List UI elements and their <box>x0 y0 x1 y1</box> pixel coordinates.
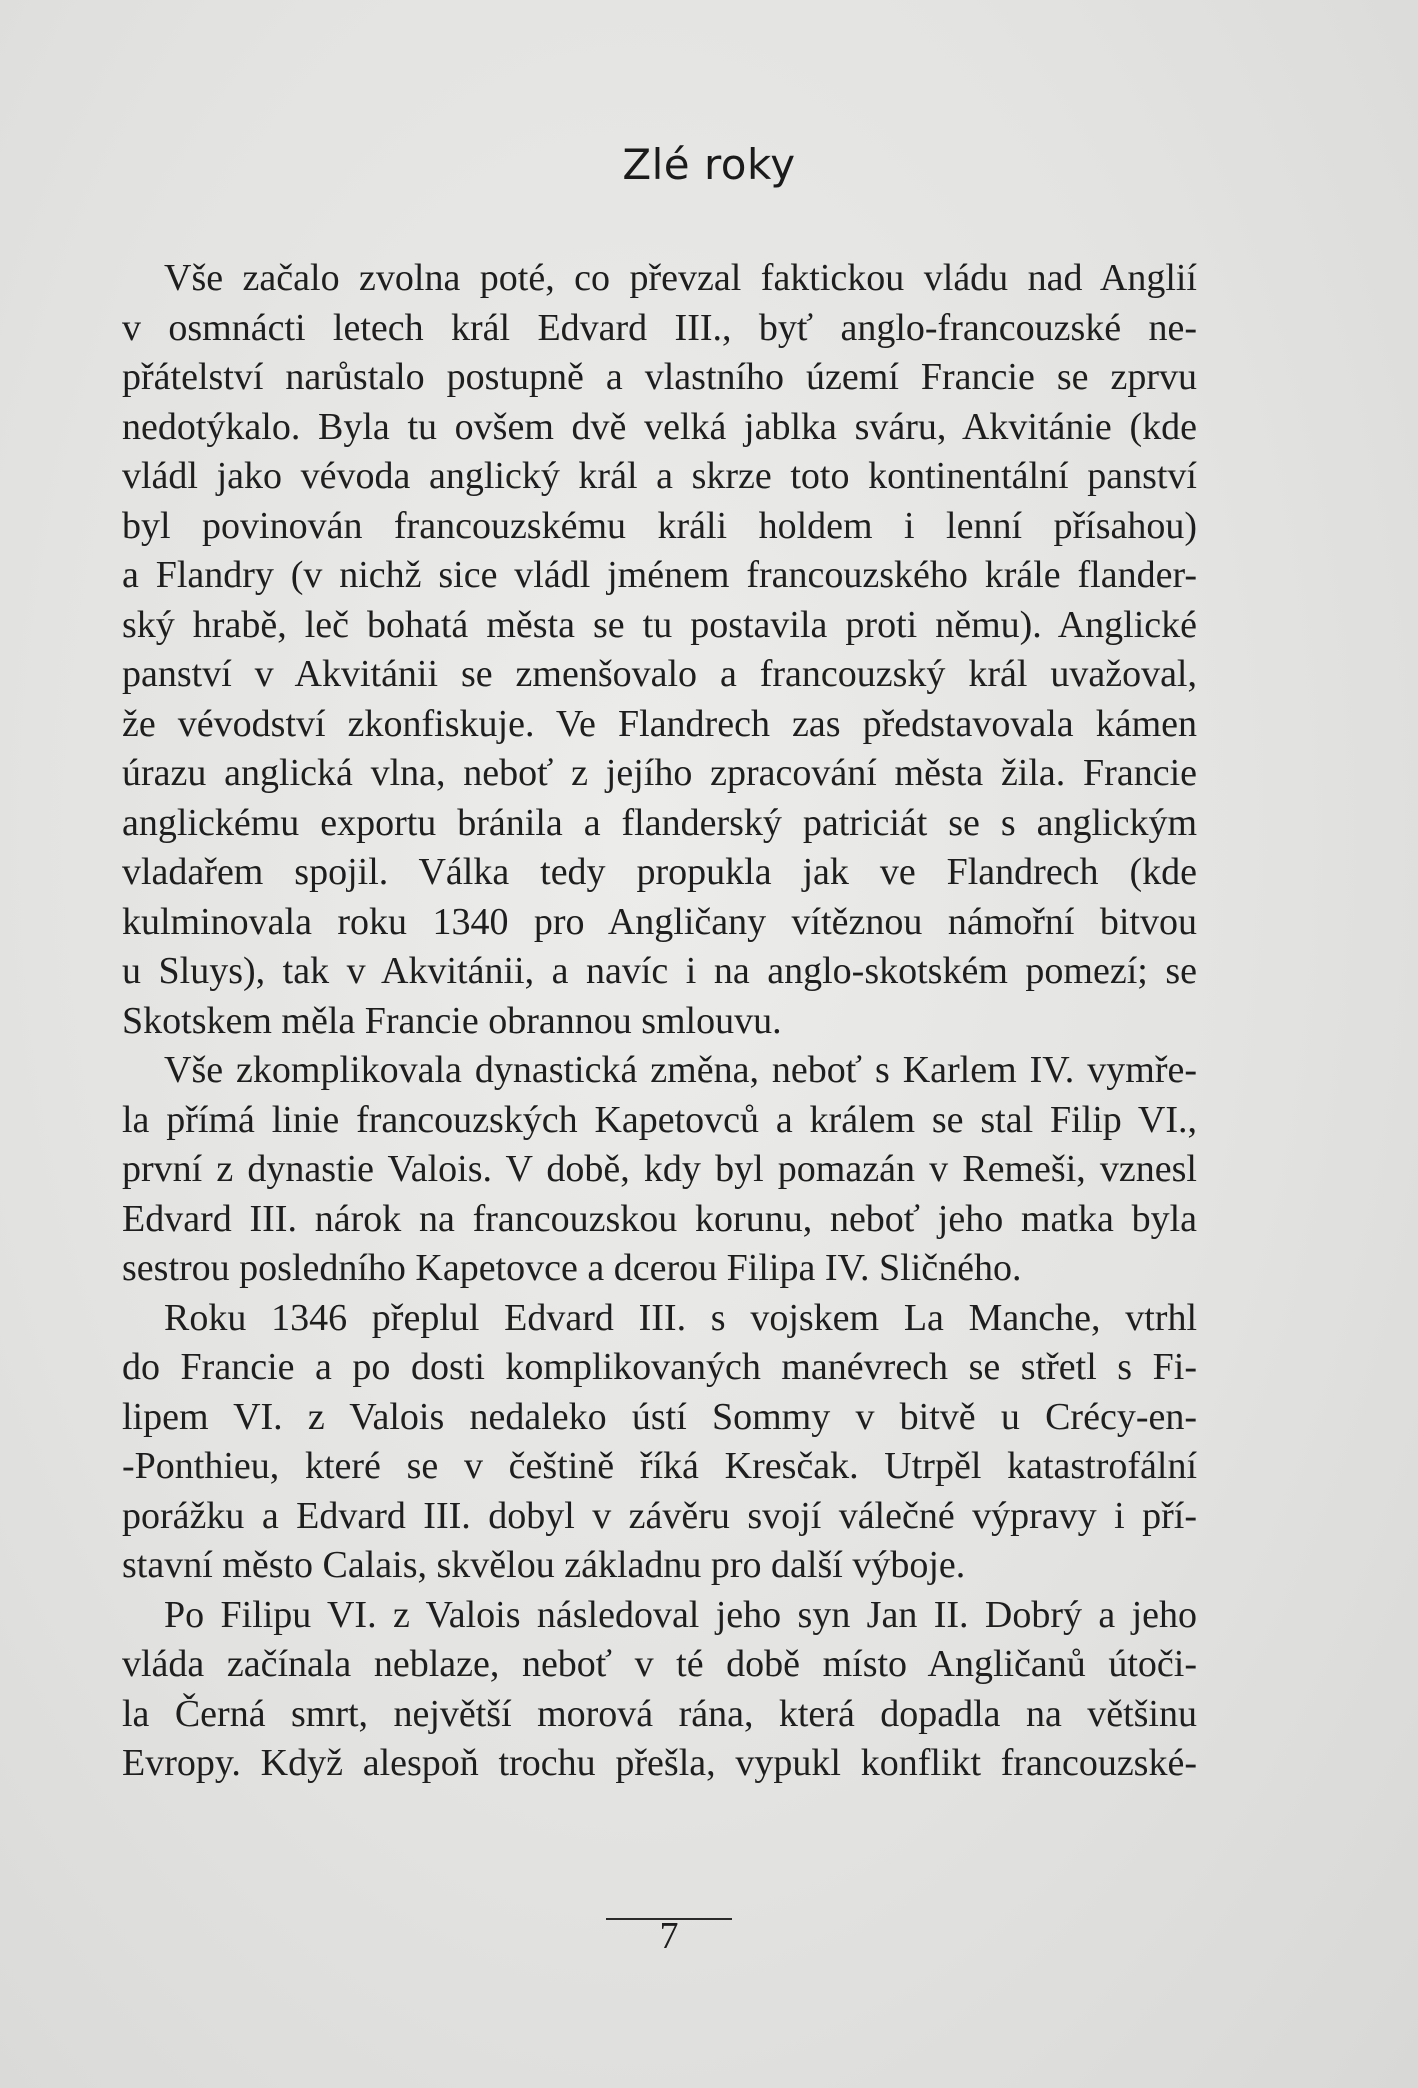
paragraph <box>122 254 1197 1046</box>
text-line: la přímá linie francouzských Kapetovců a králem se stal Filip VI., <box>122 1098 1197 1141</box>
text-line: porážku a Edvard III. dobyl v závěru svojí válečné výpravy i pří- <box>122 1494 1197 1537</box>
text-line: lipem VI. z Valois nedaleko ústí Sommy v bitvě u Crécy-en- <box>122 1395 1197 1438</box>
text-line: u Sluys), tak v Akvitánii, a navíc i na anglo-skotském pomezí; se <box>122 950 1197 992</box>
chapter-heading: Zlé roky <box>622 140 796 189</box>
text-line: anglickému exportu bránila a flanderský patriciát se s anglickým <box>122 801 1197 844</box>
text-line: vládl jako vévoda anglický král a skrze toto kontinentální panství <box>122 455 1197 497</box>
text-line: Evropy. Když alespoň trochu přešla, vypukl konflikt francouzské- <box>122 1742 1197 1784</box>
text-line: přátelství narůstalo postupně a vlastního území Francie se zprvu <box>122 356 1197 398</box>
body-text <box>122 254 1197 1789</box>
text-line: úrazu anglická vlna, neboť z jejího zpracování města žila. Francie <box>122 752 1197 794</box>
text-line: panství v Akvitánii se zmenšovalo a francouzský král uvažoval, <box>122 653 1197 695</box>
text-line: Vše začalo zvolna poté, co převzal faktickou vládu nad Anglií <box>164 257 1197 299</box>
text-line: byl povinován francouzskému králi holdem i lenní přísahou) <box>122 504 1197 547</box>
text-line: vladařem spojil. Válka tedy propukla jak ve Flandrech (kde <box>122 851 1197 893</box>
text-line: ský hrabě, leč bohatá města se tu postavila proti němu). Anglické <box>122 603 1197 646</box>
text-line: Po Filipu VI. z Valois následoval jeho syn Jan II. Dobrý a jeho <box>164 1593 1197 1636</box>
text-line: la Černá smrt, největší morová rána, která dopadla na většinu <box>122 1692 1197 1735</box>
text-line: do Francie a po dosti komplikovaných manévrech se střetl s Fi- <box>122 1346 1197 1388</box>
text-line: že vévodství zkonfiskuje. Ve Flandrech zas představovala kámen <box>122 702 1197 745</box>
text-line: kulminovala roku 1340 pro Angličany vítěznou námořní bitvou <box>122 900 1197 943</box>
text-line: v osmnácti letech král Edvard III., byť anglo-francouzské ne- <box>122 306 1197 349</box>
text-line: Vše zkomplikovala dynastická změna, neboť s Karlem IV. vymře- <box>164 1049 1197 1091</box>
paragraph <box>122 1046 1197 1294</box>
text-line: -Ponthieu, které se v češtině říká Kresčak. Utrpěl katastrofální <box>122 1445 1197 1487</box>
text-line: stavní město Calais, skvělou základnu pro další výboje. <box>122 1544 966 1586</box>
text-line: vláda začínala neblaze, neboť v té době místo Angličanů útoči- <box>122 1643 1197 1685</box>
text-line: první z dynastie Valois. V době, kdy byl pomazán v Remeši, vznesl <box>122 1148 1197 1190</box>
paragraph <box>122 1591 1197 1789</box>
text-line: Roku 1346 přeplul Edvard III. s vojskem La Manche, vtrhl <box>164 1296 1197 1339</box>
paragraph <box>122 1294 1197 1591</box>
text-line: nedotýkalo. Byla tu ovšem dvě velká jablka sváru, Akvitánie (kde <box>122 405 1197 448</box>
text-line: a Flandry (v nichž sice vládl jménem francouzského krále flander- <box>122 554 1197 596</box>
page-number: 7 <box>659 1915 679 1957</box>
text-line: Edvard III. nárok na francouzskou korunu, neboť jeho matka byla <box>122 1197 1197 1240</box>
text-line: Skotskem měla Francie obrannou smlouvu. <box>122 999 782 1042</box>
text-line: sestrou posledního Kapetovce a dcerou Filipa IV. Sličného. <box>122 1247 1022 1289</box>
